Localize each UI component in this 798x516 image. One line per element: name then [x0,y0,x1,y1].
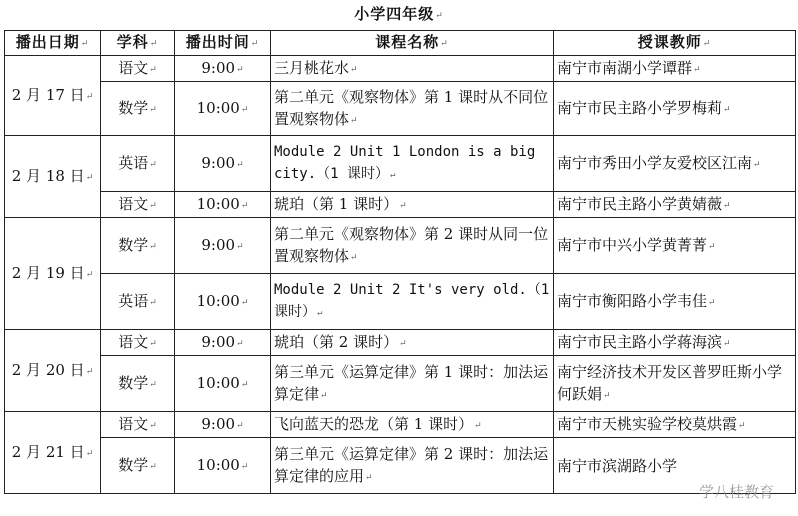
date-cell: 2 月 19 日↵ [5,218,101,330]
date-cell: 2 月 17 日↵ [5,56,101,136]
time-cell: 9:00↵ [175,56,271,82]
subject-cell: 语文↵ [101,56,175,82]
teacher-cell: 南宁市民主路小学黄婧薇↵ [554,192,796,218]
course-cell: 第二单元《观察物体》第 1 课时从不同位置观察物体↵ [271,82,554,136]
table-row [5,218,796,274]
table-row [5,438,796,494]
course-cell: 飞向蓝天的恐龙（第 1 课时）↵ [271,412,554,438]
teacher-cell: 南宁市南湖小学谭群↵ [554,56,796,82]
subject-cell: 数学↵ [101,356,175,412]
teacher-cell: 南宁市民主路小学蒋海滨↵ [554,330,796,356]
course-cell: 三月桃花水↵ [271,56,554,82]
teacher-cell: 南宁经济技术开发区普罗旺斯小学何跃娟↵ [554,356,796,412]
teacher-cell: 南宁市天桃实验学校莫烘霞↵ [554,412,796,438]
watermark-logo: 学八桂教育 [698,483,774,501]
table-row [5,274,796,330]
header-time: 播出时间↵ [175,31,271,56]
subject-cell: 数学↵ [101,438,175,494]
subject-cell: 语文↵ [101,330,175,356]
subject-cell: 语文↵ [101,192,175,218]
course-cell: 第三单元《运算定律》第 1 课时：加法运算定律↵ [271,356,554,412]
time-cell: 9:00↵ [175,412,271,438]
table-row [5,192,796,218]
course-cell: Module 2 Unit 2 It's very old.（1 课时）↵ [271,274,554,330]
time-cell: 10:00↵ [175,274,271,330]
header-course: 课程名称↵ [271,31,554,56]
teacher-cell: 南宁市秀田小学友爱校区江南↵ [554,136,796,192]
table-row [5,82,796,136]
time-cell: 9:00↵ [175,218,271,274]
course-cell: 琥珀（第 2 课时）↵ [271,330,554,356]
time-cell: 10:00↵ [175,356,271,412]
time-cell: 10:00↵ [175,82,271,136]
table-row [5,56,796,82]
time-cell: 9:00↵ [175,136,271,192]
subject-cell: 英语↵ [101,136,175,192]
course-cell: 第三单元《运算定律》第 2 课时：加法运算定律的应用↵ [271,438,554,494]
course-cell: 第二单元《观察物体》第 2 课时从同一位置观察物体↵ [271,218,554,274]
time-cell: 10:00↵ [175,438,271,494]
table-row [5,356,796,412]
page-title: 小学四年级↵ [354,5,444,23]
teacher-cell: 南宁市中兴小学黄菁菁↵ [554,218,796,274]
table-row [5,136,796,192]
schedule-table [4,30,796,494]
teacher-cell: 南宁市民主路小学罗梅莉↵ [554,82,796,136]
time-cell: 9:00↵ [175,330,271,356]
header-subject: 学科↵ [101,31,175,56]
teacher-cell: 南宁市衡阳路小学韦佳↵ [554,274,796,330]
header-row [5,31,796,56]
date-cell: 2 月 18 日↵ [5,136,101,218]
date-cell: 2 月 20 日↵ [5,330,101,412]
subject-cell: 语文↵ [101,412,175,438]
header-teacher: 授课教师↵ [554,31,796,56]
table-row [5,412,796,438]
subject-cell: 数学↵ [101,218,175,274]
course-cell: Module 2 Unit 1 London is a big city.（1 课时）↵ [271,136,554,192]
date-cell: 2 月 21 日↵ [5,412,101,494]
header-date: 播出日期↵ [5,31,101,56]
subject-cell: 英语↵ [101,274,175,330]
table-row [5,330,796,356]
course-cell: 琥珀（第 1 课时）↵ [271,192,554,218]
time-cell: 10:00↵ [175,192,271,218]
subject-cell: 数学↵ [101,82,175,136]
teacher-cell: 南宁市滨湖路小学 [554,438,796,494]
